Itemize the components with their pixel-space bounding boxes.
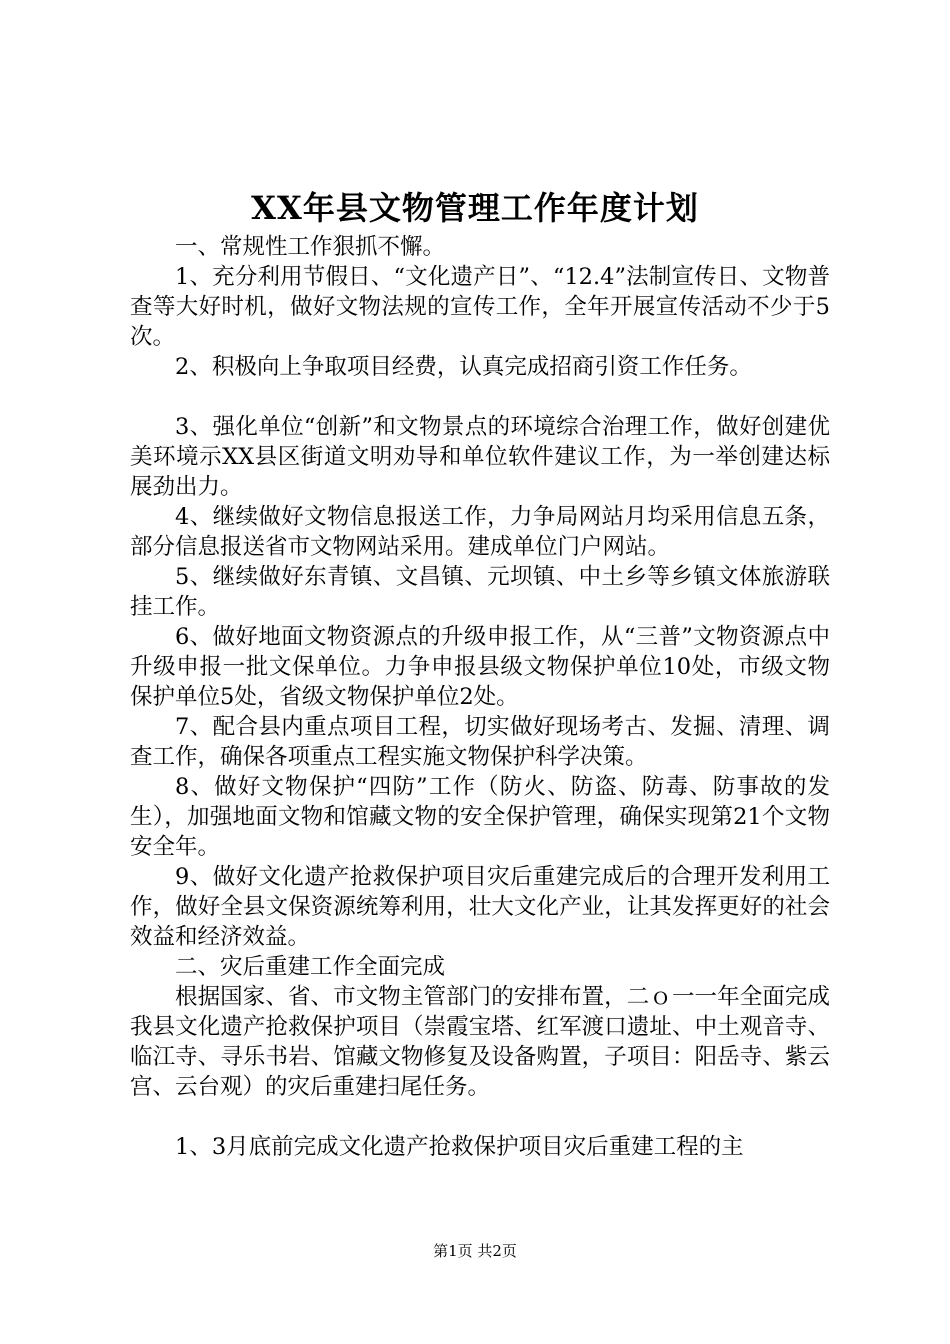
- paragraph-item-4: 4、继续做好文物信息报送工作，力争局网站月均采用信息五条，部分信息报送省市文物网站采用。建成单位门户网站。: [130, 504, 830, 560]
- section-heading-routine: 一、常规性工作狠抓不懈。: [175, 234, 446, 260]
- document-body: [130, 232, 830, 1162]
- paragraph-reconstruction-item-1: 1、3月底前完成文化遗产抢救保护项目灾后重建工程的主: [175, 1134, 744, 1160]
- page-number-footer: 第1页 共2页: [433, 1242, 517, 1260]
- document-title: XX年县文物管理工作年度计划: [251, 189, 699, 227]
- section-heading-reconstruction: 二、灾后重建工作全面完成: [175, 954, 446, 980]
- paragraph-reconstruction-intro: 根据国家、省、市文物主管部门的安排布置，二ｏ一一年全面完成我县文化遗产抢救保护项目（崇霞宝塔、红军渡口遗址、中土观音寺、临江寺、寻乐书岩、馆藏文物修复及设备购置，子项目：阳岳寺、紫云宫、云台观）的灾后重建扫尾任务。: [130, 984, 830, 1100]
- paragraph-item-8: 8、做好文物保护“四防”工作（防火、防盗、防毒、防事故的发生），加强地面文物和馆藏文物的安全保护管理，确保实现第21个文物安全年。: [130, 774, 830, 860]
- paragraph-item-7: 7、配合县内重点项目工程，切实做好现场考古、发掘、清理、调查工作，确保各项重点工程实施文物保护科学决策。: [130, 714, 830, 770]
- paragraph-item-2: 2、积极向上争取项目经费，认真完成招商引资工作任务。: [175, 354, 752, 380]
- paragraph-item-3: 3、强化单位“创新”和文物景点的环境综合治理工作，做好创建优美环境示XX县区街道文明劝导和单位软件建议工作，为一举创建达标展劲出力。: [130, 414, 830, 500]
- paragraph-item-1: 1、充分利用节假日、“文化遗产日”、“12.4”法制宣传日、文物普查等大好时机，做好文物法规的宣传工作，全年开展宣传活动不少于5次。: [130, 264, 830, 350]
- paragraph-item-5: 5、继续做好东青镇、文昌镇、元坝镇、中土乡等乡镇文体旅游联挂工作。: [130, 564, 830, 620]
- paragraph-item-9: 9、做好文化遗产抢救保护项目灾后重建完成后的合理开发利用工作，做好全县文保资源统筹利用，壮大文化产业，让其发挥更好的社会效益和经济效益。: [130, 864, 830, 950]
- paragraph-item-6: 6、做好地面文物资源点的升级申报工作，从“三普”文物资源点中升级申报一批文保单位。力争申报县级文物保护单位10处，市级文物保护单位5处，省级文物保护单位2处。: [130, 624, 830, 710]
